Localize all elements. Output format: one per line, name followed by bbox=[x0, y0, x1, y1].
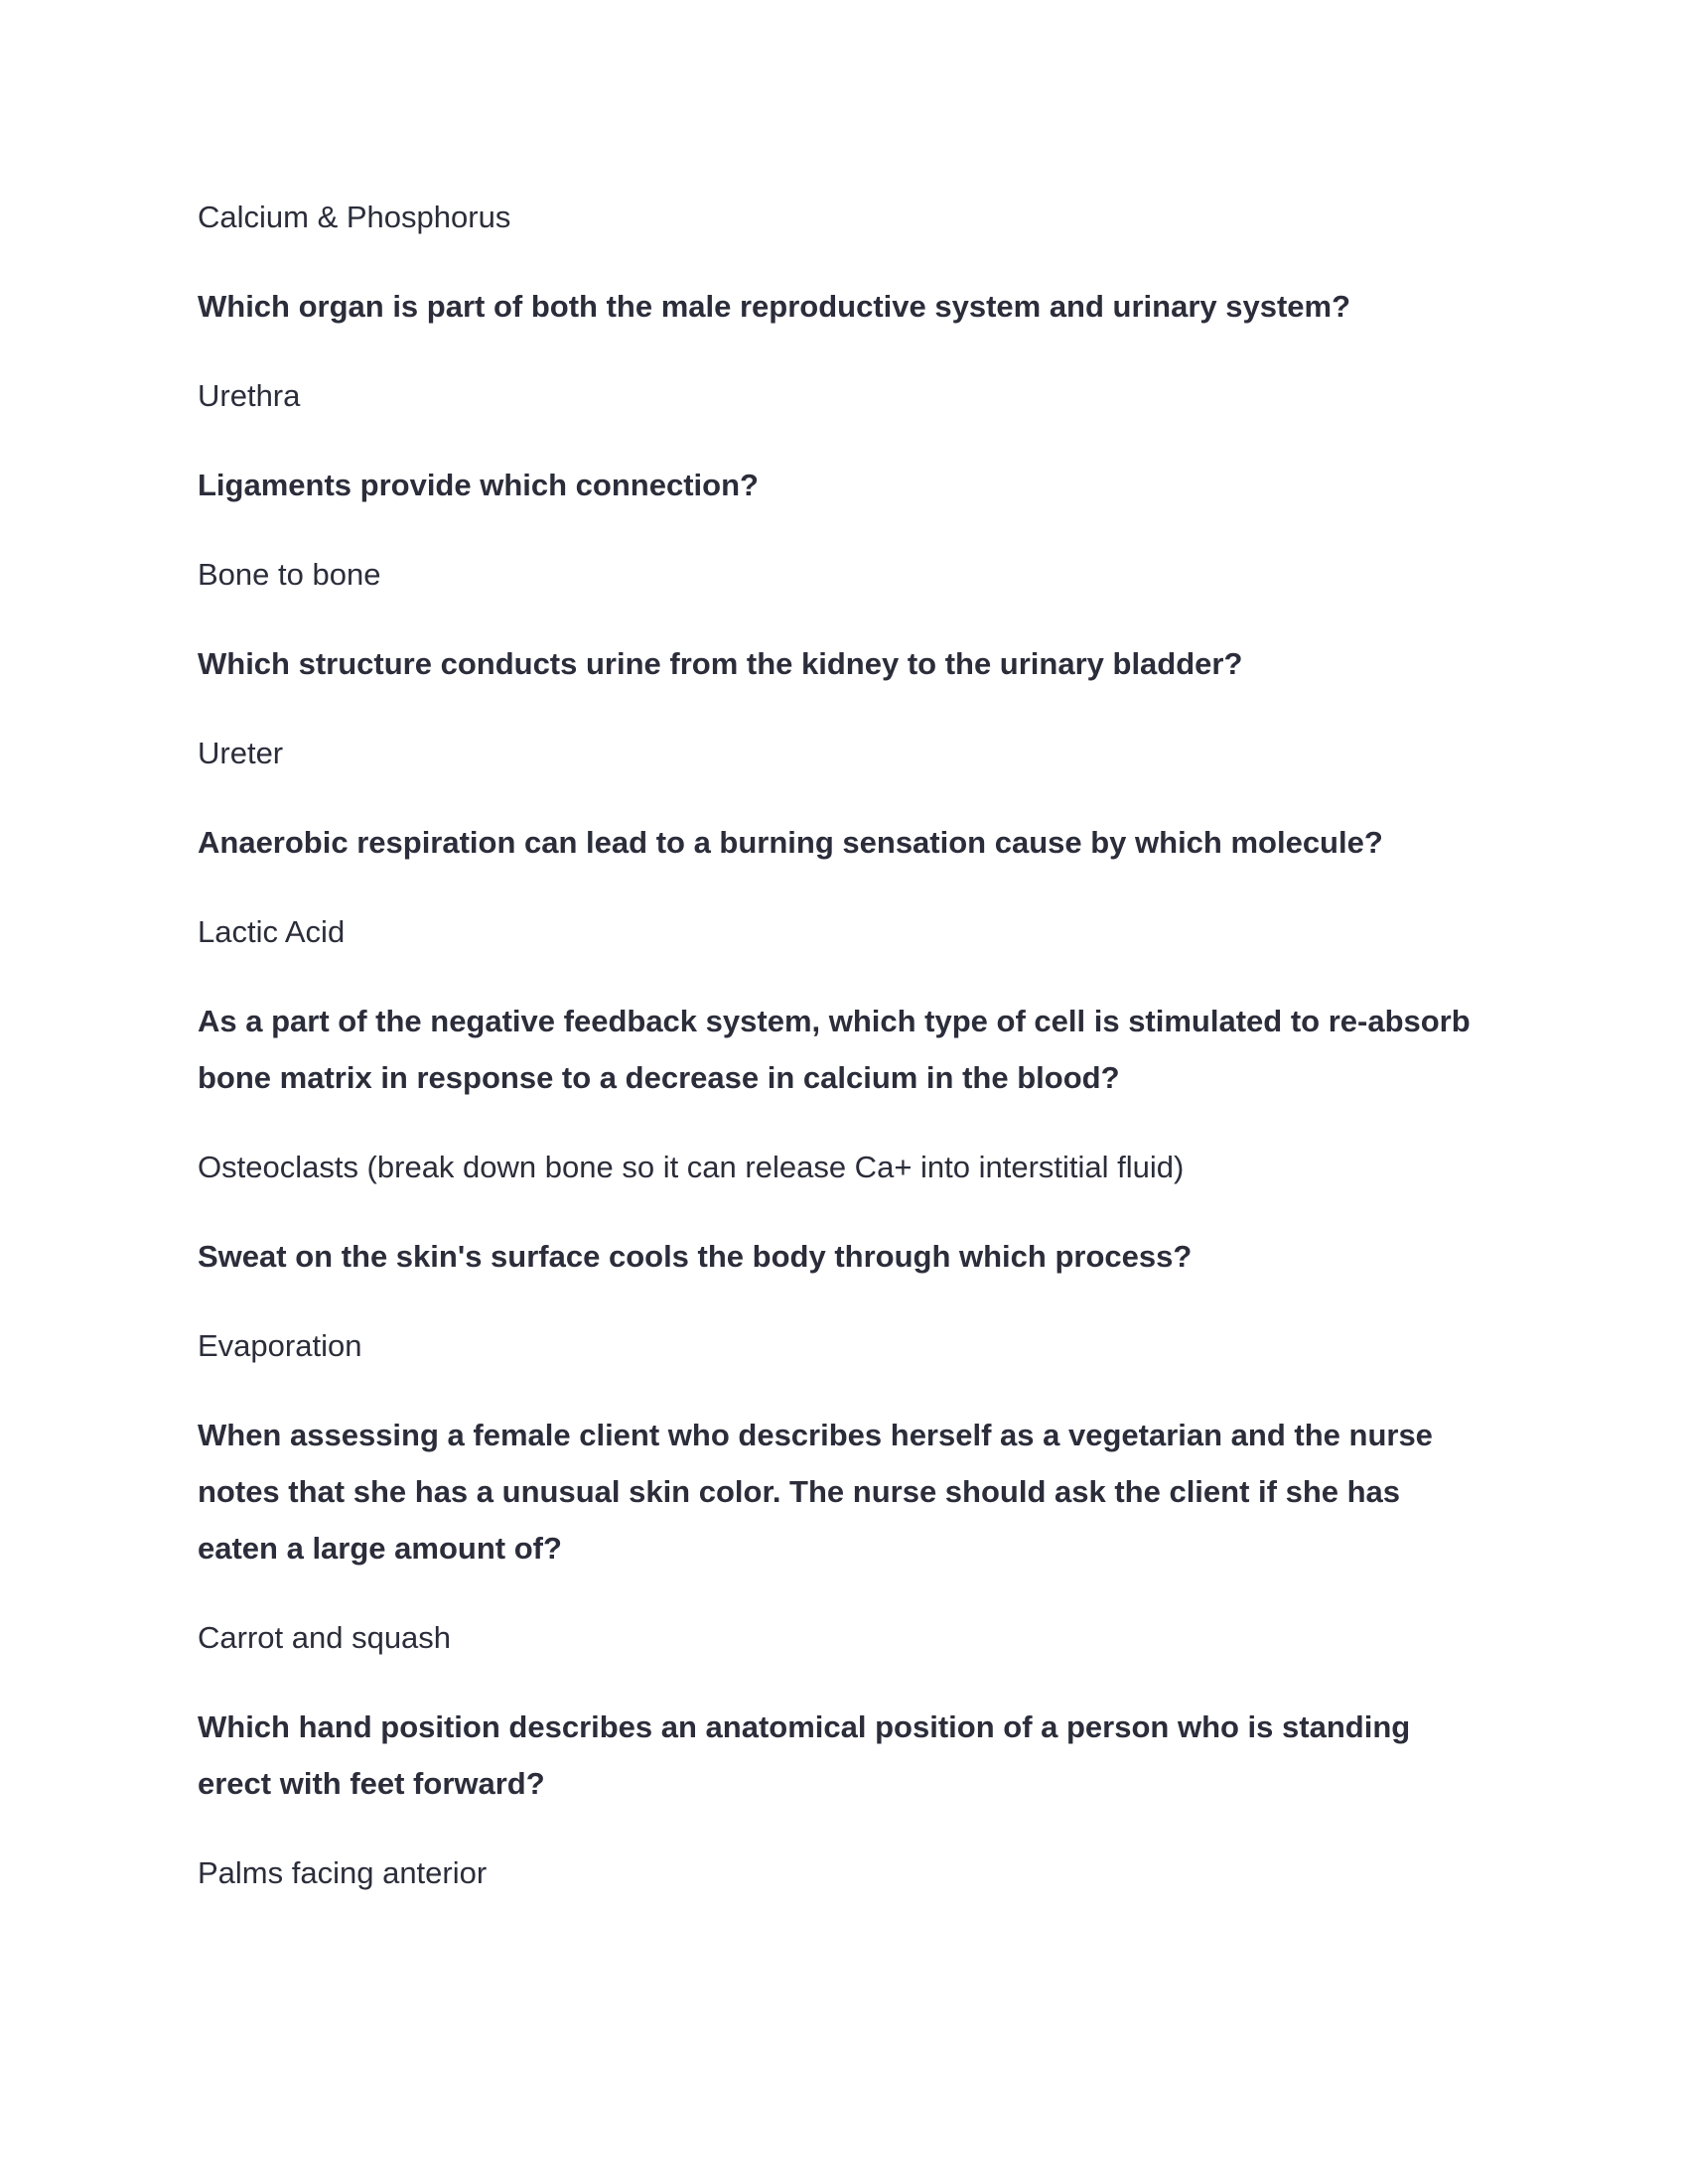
question-text: As a part of the negative feedback system, which type of cell is stimulated to re-absorb bone matrix in response to a decrease in calcium in the blood? bbox=[198, 1004, 1471, 1095]
question-text: When assessing a female client who describes herself as a vegetarian and the nurse notes that she has a unusual skin color. The nurse should ask the client if she has eaten a large amount of? bbox=[198, 1418, 1433, 1566]
question-text: Which hand position describes an anatomical position of a person who is standing erect with feet forward? bbox=[198, 1709, 1411, 1801]
question-text: Which structure conducts urine from the kidney to the urinary bladder? bbox=[198, 646, 1243, 681]
answer-text: Ureter bbox=[198, 736, 284, 770]
question-text: Anaerobic respiration can lead to a burning sensation cause by which molecule? bbox=[198, 825, 1383, 860]
question-text: Sweat on the skin's surface cools the body through which process? bbox=[198, 1239, 1193, 1274]
question-text: Which organ is part of both the male reproductive system and urinary system? bbox=[198, 289, 1351, 324]
answer-text: Carrot and squash bbox=[198, 1620, 452, 1655]
document-page bbox=[198, 189, 1478, 1934]
answer-text: Evaporation bbox=[198, 1328, 362, 1363]
answer-text: Calcium & Phosphorus bbox=[198, 200, 511, 234]
answer-text: Palms facing anterior bbox=[198, 1855, 488, 1890]
answer-text: Lactic Acid bbox=[198, 914, 346, 949]
answer-text: Bone to bone bbox=[198, 557, 381, 592]
answer-text: Osteoclasts (break down bone so it can release Ca+ into interstitial fluid) bbox=[198, 1150, 1185, 1184]
question-text: Ligaments provide which connection? bbox=[198, 468, 759, 502]
answer-text: Urethra bbox=[198, 378, 301, 413]
